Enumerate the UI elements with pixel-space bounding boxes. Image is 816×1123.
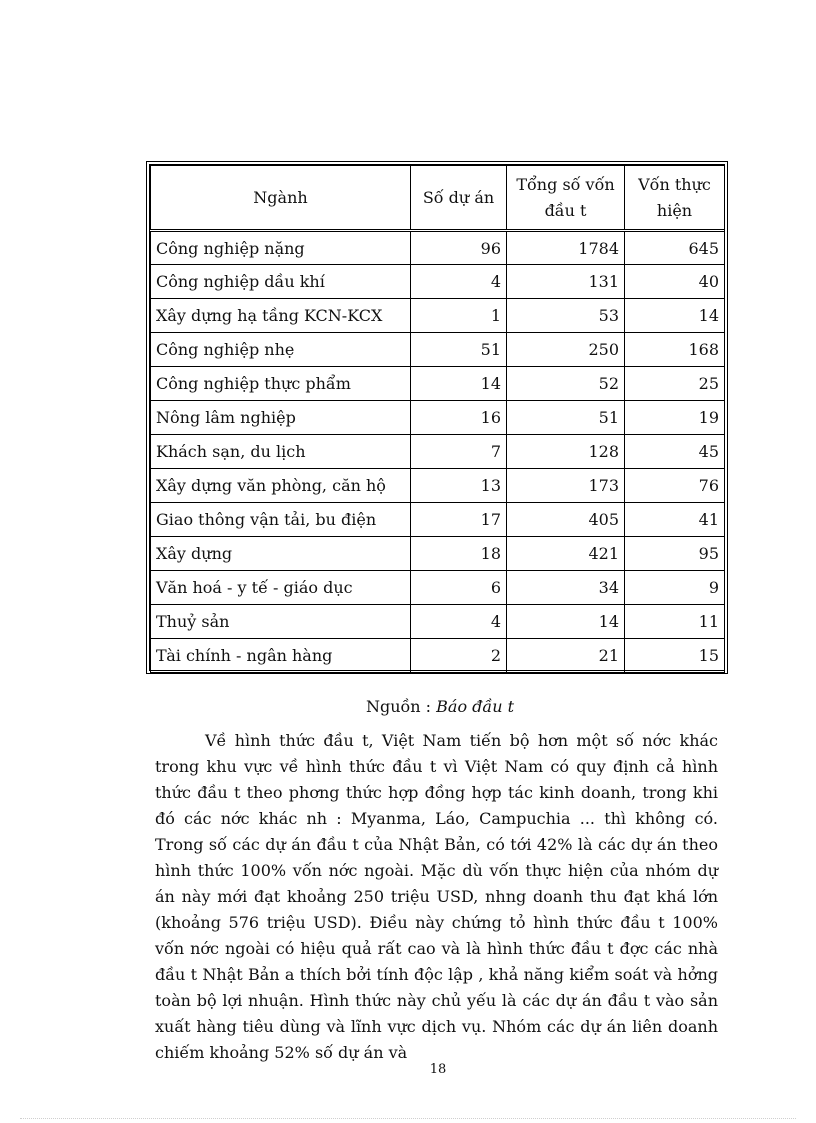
table-row: [151, 571, 725, 605]
cell-nganh: Xây dựng: [151, 537, 411, 571]
cell-so-du-an: 7: [411, 435, 507, 469]
cell-tong-so-von: 51: [507, 401, 625, 435]
source-name: Báo đầu t: [436, 697, 515, 716]
cell-tong-so-von: 14: [507, 605, 625, 639]
cell-von-thuc-hien: 25: [625, 367, 725, 401]
cell-von-thuc-hien: 41: [625, 503, 725, 537]
cell-tong-so-von: 128: [507, 435, 625, 469]
table-row: [151, 333, 725, 367]
cell-tong-so-von: 34: [507, 571, 625, 605]
table-row: [151, 299, 725, 333]
cell-von-thuc-hien: 19: [625, 401, 725, 435]
cell-so-du-an: 51: [411, 333, 507, 367]
table-row: [151, 435, 725, 469]
header-nganh: Ngành: [151, 166, 411, 231]
header-so-du-an: Số dự án: [411, 166, 507, 231]
cell-nganh: Xây dựng văn phòng, căn hộ: [151, 469, 411, 503]
table-row: [151, 639, 725, 673]
cell-von-thuc-hien: 14: [625, 299, 725, 333]
cell-nganh: Xây dựng hạ tầng KCN-KCX: [151, 299, 411, 333]
investment-table: [150, 165, 725, 673]
cell-tong-so-von: 173: [507, 469, 625, 503]
cell-tong-so-von: 421: [507, 537, 625, 571]
cell-von-thuc-hien: 76: [625, 469, 725, 503]
cell-nganh: Khách sạn, du lịch: [151, 435, 411, 469]
cell-nganh: Giao thông vận tải, bu điện: [151, 503, 411, 537]
source-line: [0, 697, 816, 716]
cell-so-du-an: 2: [411, 639, 507, 673]
header-von-thuc-hien: Vốn thực hiện: [625, 166, 725, 231]
cell-von-thuc-hien: 645: [625, 231, 725, 265]
cell-so-du-an: 13: [411, 469, 507, 503]
cell-so-du-an: 1: [411, 299, 507, 333]
header-tong-so-von: Tổng số vốn đầu t: [507, 166, 625, 231]
cell-von-thuc-hien: 9: [625, 571, 725, 605]
cell-nganh: Tài chính - ngân hàng: [151, 639, 411, 673]
cell-von-thuc-hien: 45: [625, 435, 725, 469]
cell-von-thuc-hien: 15: [625, 639, 725, 673]
cell-so-du-an: 16: [411, 401, 507, 435]
page-number: 18: [429, 1062, 447, 1077]
table-header-row: [151, 166, 725, 231]
cell-von-thuc-hien: 40: [625, 265, 725, 299]
cell-tong-so-von: 1784: [507, 231, 625, 265]
body-paragraph: Về hình thức đầu t, Việt Nam tiến bộ hơn một số nớc khác trong khu vực về hình thức đầu t vì Việt Nam có quy định cả hình thức đầu t theo phơng thức hợp đồng hợp tác kinh doanh, trong khi đó các nớc khác nh : Myanma, Láo, Campuchia ... thì không có. Trong số các dự án đầu t của Nhật Bản, có tới 42% là các dự án theo hình thức 100% vốn nớc ngoài. Mặc dù vốn thực hiện của nhóm dự án này mới đạt khoảng 250 triệu USD, nhng doanh thu đạt khá lớn (khoảng 576 triệu USD). Điều này chứng tỏ hình thức đầu t 100% vốn nớc ngoài có hiệu quả rất cao và là hình thức đầu t đợc các nhà đầu t Nhật Bản a thích bởi tính độc lập , khả năng kiểm soát và hởng toàn bộ lợi nhuận. Hình thức này chủ yếu là các dự án đầu t vào sản xuất hàng tiêu dùng và lĩnh vực dịch vụ. Nhóm các dự án liên doanh chiếm khoảng 52% số dự án và: [155, 731, 718, 1062]
cell-so-du-an: 17: [411, 503, 507, 537]
cell-nganh: Thuỷ sản: [151, 605, 411, 639]
cell-tong-so-von: 21: [507, 639, 625, 673]
table-row: [151, 367, 725, 401]
cell-nganh: Công nghiệp thực phẩm: [151, 367, 411, 401]
cell-so-du-an: 96: [411, 231, 507, 265]
table-row: [151, 265, 725, 299]
cell-von-thuc-hien: 11: [625, 605, 725, 639]
page-bottom-border: [20, 1118, 796, 1119]
table-row: [151, 537, 725, 571]
cell-von-thuc-hien: 168: [625, 333, 725, 367]
cell-tong-so-von: 131: [507, 265, 625, 299]
cell-nganh: Văn hoá - y tế - giáo dục: [151, 571, 411, 605]
cell-tong-so-von: 405: [507, 503, 625, 537]
investment-table-frame: [146, 161, 728, 674]
cell-so-du-an: 14: [411, 367, 507, 401]
cell-tong-so-von: 52: [507, 367, 625, 401]
cell-nganh: Công nghiệp dầu khí: [151, 265, 411, 299]
cell-so-du-an: 18: [411, 537, 507, 571]
table-row: [151, 503, 725, 537]
cell-so-du-an: 4: [411, 605, 507, 639]
cell-nganh: Công nghiệp nặng: [151, 231, 411, 265]
table-row: [151, 605, 725, 639]
cell-so-du-an: 4: [411, 265, 507, 299]
table-row: [151, 401, 725, 435]
cell-von-thuc-hien: 95: [625, 537, 725, 571]
cell-nganh: Nông lâm nghiệp: [151, 401, 411, 435]
table-body: [151, 231, 725, 673]
cell-tong-so-von: 53: [507, 299, 625, 333]
cell-so-du-an: 6: [411, 571, 507, 605]
source-label: Nguồn :: [365, 697, 437, 716]
cell-tong-so-von: 250: [507, 333, 625, 367]
table-row: [151, 231, 725, 265]
table-row: [151, 469, 725, 503]
cell-nganh: Công nghiệp nhẹ: [151, 333, 411, 367]
